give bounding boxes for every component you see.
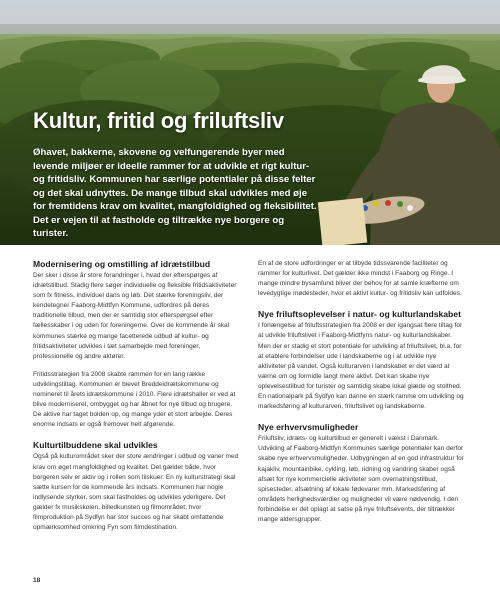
canvas (318, 198, 367, 245)
page-number: 18 (33, 577, 41, 584)
section-heading: Nye friluftsoplevelser i natur- og kulturlandskabet (258, 309, 461, 320)
left-column (33, 259, 241, 541)
section-heading: Kulturtilbuddene skal udvikles (33, 440, 158, 451)
body-paragraph: Også på kulturområdet sker der store ændringer i udbud og vaner med krav om øget mangfoldighed og kvalitet. Det gælder både, hvor borgeren selv er aktiv og i rollen som tilskuer. En ny kulturstrategi skal sætte kursen for de kommende års indsats. Kommunen har nogle indlysende styrker, som skal fastholdes og udvikles yderligere. Det gælder fx musikskolen, billedkunsten og filmområdet, hvor filmproduktion på Sydfyn har stor succes og har skabt omfattende opmærksomhed omkring Fyn som filmdestination. (33, 453, 239, 532)
body-paragraph: Fritidsstrategien fra 2008 skabte rammen for en lang række udviklingstiltag. Kommunen er blevet Breddeidrætskommune og nomineret til årets idrætskommune i 2010. Flere idrætshaller er ved at blive moderniseret, ombygget og har åbnet for nye tilbud og brugere. De aktive har taget bolden op, og mange yder et stort arbejde. Deres enorme indsats er også fremover helt afgørende. (33, 370, 236, 429)
body-paragraph: Friluftsliv, idræts- og kulturtilbud er generelt i vækst i Danmark. Udvikling af Faaborg-Midtfyn Kommunes særlige potentialer kan derfor skabe nye erhvervsmuligheder. Udbygningen af en god infrastruktur for kajakliv, mountainbike, cykling, løb, ridning og vandring skaber også afsæt for nye kommercielle aktiviteter som overnatningstilbud, spisesteder, afsætning af lokale fødevarer mm. Markedsføring af områdets herlighedsværdier og muligheder vil være nødvendig. I den forbindelse er det oplagt at satse på nye friluftsevents, der tiltrækker mange aldersgrupper. (258, 435, 464, 523)
body-paragraph: I forlængelse af friluftsstrategien fra 2008 er der igangsat flere tiltag for at udvikle friluftslivet i Faaborg-Midtfyns natur- og kulturlandskaber. Men der er stadig et stort potentiale for udvikling af friluftslivet, bl.a. for at etablere forbindelser ude i landskaberne og i at udvikle nye aktiviteter på vandet. Også kulturarven i landskabet er det værd at værne om og formidle langt mere aktivt. Det kan skabe nye oplevelsestilbud for turister og samtidig skabe lokal glæde og stolthed. En nationalpark på Sydfyn kan danne en stærk ramme om udvikling og markedsføring af kulturarven, friluftslivet og landskaberne. (258, 322, 464, 411)
section-heading: Nye erhvervsmuligheder (258, 422, 359, 433)
body-paragraph: Der sker i disse år store forandringer i, hvad der efterspørges af idrætstilbud. Stadig flere søger individuelle og fleksible fritidsaktiviteter som fx fitness, individuel dans og løb. Det stærke foreningsliv, der kendetegner Faaborg-Midtfyn Kommune, udfordres på deres traditionelle tilbud, men der er samtidig stor efterspørgsel efter fællesskaber i og uden for foreningerne. Over de kommende år skal kommunes stærke og mange facetterede udbud af kultur- og fritidsaktiviteter udvikles i tæt samarbejde med foreninger, professionelle og andre aktører. (33, 272, 237, 360)
body-paragraph: En af de store udfordringer er at tilbyde tidssvarende faciliteter og rammer for kulturlivet. Det gælder ikke mindst i Faaborg og Ringe. I mange mindre bysamfund bliver der behov for at samle kræfterne om levedygtige mødesteder, hvor et aktivt kultur- og fritidsliv kan udfoldes. (258, 260, 462, 298)
hero-photo (0, 0, 500, 245)
page-title: Kultur, fritid og friluftsliv (33, 108, 284, 133)
right-column (258, 259, 466, 533)
section-heading: Modernisering og omstilling af idrætstilbud (33, 259, 211, 269)
intro-text: Øhavet, bakkerne, skovene og velfungerende byer med levende miljøer er ideelle rammer for at udvikle et rigt kultur- og fritidsliv. Kommunen har særlige potentialer på disse felter og det skal udnyttes. De mange tilbud skal udvikles med øje for fremtidens krav om kvalitet, mangfoldighed og fleksibilitet. Det er vejen til at fastholde og tiltrække nye borgere og turister. (33, 147, 317, 239)
